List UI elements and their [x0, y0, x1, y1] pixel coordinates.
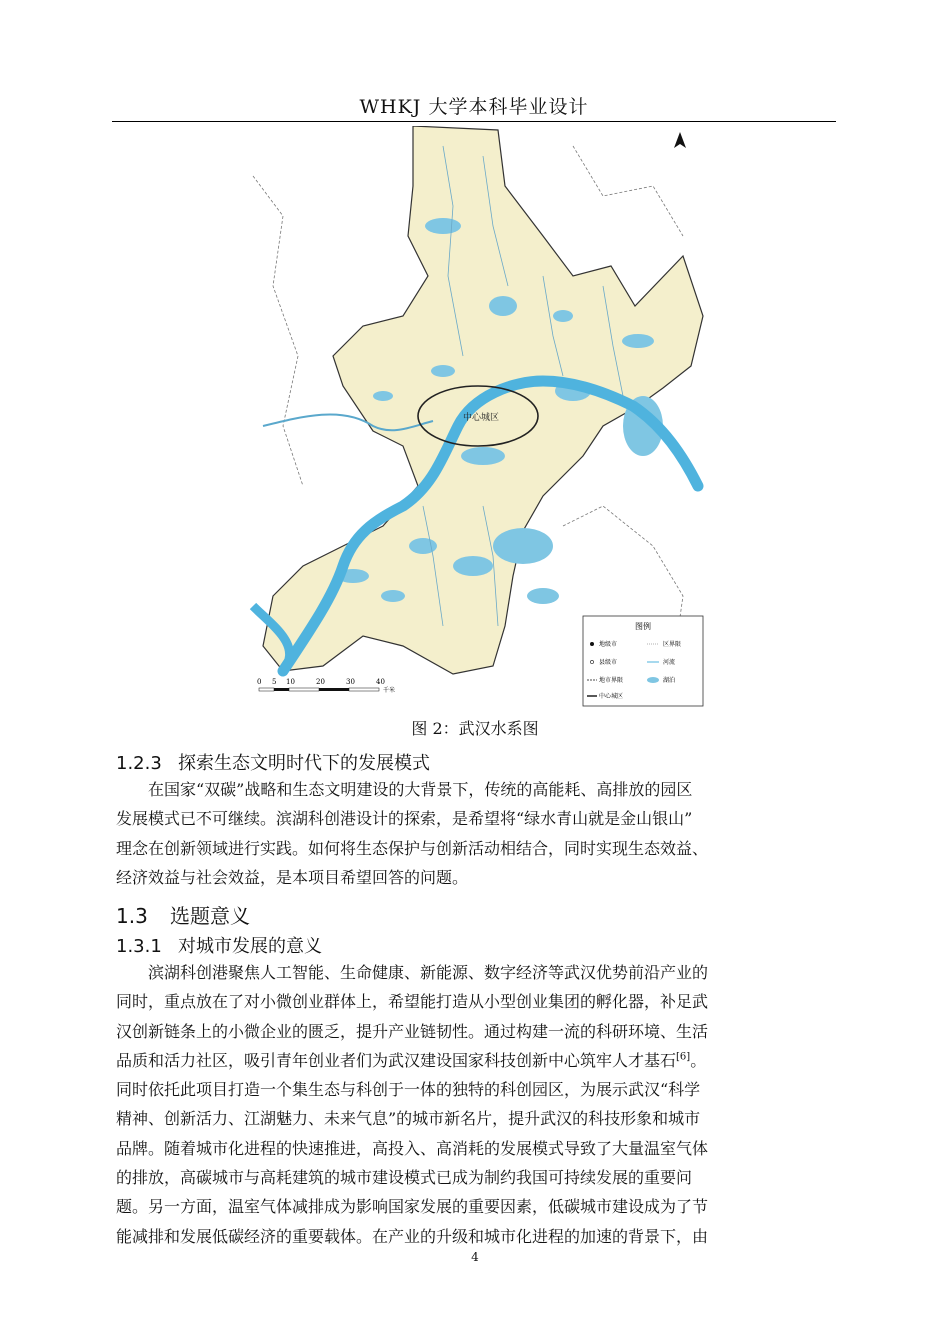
wuhan-water-system-map: [243, 126, 707, 710]
text-line: 发展模式已不可继续。滨湖科创港设计的探索，是希望将“绿水青山就是金山银山”: [116, 809, 693, 829]
legend-item-prefecture: 地级市: [599, 641, 618, 648]
section-title: 选题意义: [170, 904, 250, 928]
text-line: 题。另一方面，温室气体减排成为影响国家发展的重要因素，低碳城市建设成为了节: [116, 1197, 709, 1217]
section-heading-1-2-3: [116, 749, 430, 775]
text-line: 同时依托此项目打造一个集生态与科创于一体的独特的科创园区，为展示武汉“科学: [116, 1080, 701, 1100]
scale-unit: 千米: [383, 687, 396, 694]
map-legend: [583, 616, 703, 706]
text-line: 汉创新链条上的小微企业的匮乏，提升产业链韧性。通过构建一流的科研环境、生活: [116, 1021, 709, 1041]
text-line: 品牌。随着城市化进程的快速推进，高投入、高消耗的发展模式导致了大量温室气体: [116, 1138, 709, 1158]
text-line: 经济效益与社会效益，是本项目希望回答的问题。: [116, 867, 469, 887]
citation-marker: [6]: [676, 1051, 691, 1063]
section-number: 1.3: [116, 904, 148, 928]
section-heading-1-3: [116, 900, 250, 929]
legend-item-city-boundary: 地市界限: [599, 677, 624, 684]
section-number: 1.3.1: [116, 936, 162, 957]
legend-item-center: 中心城区: [599, 693, 624, 700]
header-title: WHKJ 大学本科毕业设计: [359, 96, 589, 118]
legend-title: 图例: [635, 622, 651, 631]
header-rule: [112, 121, 836, 122]
scale-tick-30: 30: [346, 678, 355, 686]
paragraph-1-3-1: [116, 958, 828, 1251]
text-line: 能减排和发展低碳经济的重要载体。在产业的升级和城市化进程的加速的背景下，由: [116, 1226, 709, 1246]
section-title: 对城市发展的意义: [178, 936, 322, 957]
page-number: 4: [471, 1250, 479, 1264]
text-line: 理念在创新领域进行实践。如何将生态保护与创新活动相结合，同时实现生态效益、: [116, 838, 709, 858]
section-title: 探索生态文明时代下的发展模式: [178, 753, 430, 774]
text-line-with-citation: [116, 1046, 828, 1075]
scale-tick-40: 40: [376, 678, 385, 686]
scale-tick-20: 20: [316, 678, 325, 686]
section-heading-1-3-1: [116, 932, 322, 958]
page-header: [112, 92, 836, 120]
scale-tick-10: 10: [286, 678, 295, 686]
legend-item-river: 河流: [663, 659, 676, 666]
text-line: 的排放，高碳城市与高耗建筑的城市建设模式已成为制约我国可持续发展的重要问: [116, 1168, 693, 1188]
legend-item-district-boundary: 区界限: [663, 641, 682, 648]
figure-caption: 图 2：武汉水系图: [411, 719, 539, 738]
map-graphic: [243, 126, 707, 710]
section-number: 1.2.3: [116, 753, 162, 774]
legend-item-lake: 湖泊: [663, 677, 676, 684]
scale-tick-0: 0: [257, 678, 262, 686]
text-line: 在国家“双碳”战略和生态文明建设的大背景下，传统的高能耗、高排放的园区: [148, 780, 693, 799]
center-district-label: 中心城区: [463, 413, 500, 423]
text-line: 精神、创新活力、江湖魅力、未来气息”的城市新名片，提升武汉的科技形象和城市: [116, 1109, 701, 1129]
text-line: 同时，重点放在了对小微创业群体上，希望能打造从小型创业集团的孵化器，补足武: [116, 992, 709, 1012]
paragraph-1-2-3: [116, 775, 828, 892]
scale-tick-5: 5: [272, 678, 277, 686]
text-line: 滨湖科创港聚焦人工智能、生命健康、新能源、数字经济等武汉优势前沿产业的: [148, 963, 709, 982]
legend-item-county: 县级市: [599, 659, 618, 666]
text-segment: 。: [690, 1050, 707, 1070]
text-segment: 品质和活力社区，吸引青年创业者们为武汉建设国家科技创新中心筑牢人才基石: [116, 1050, 677, 1070]
